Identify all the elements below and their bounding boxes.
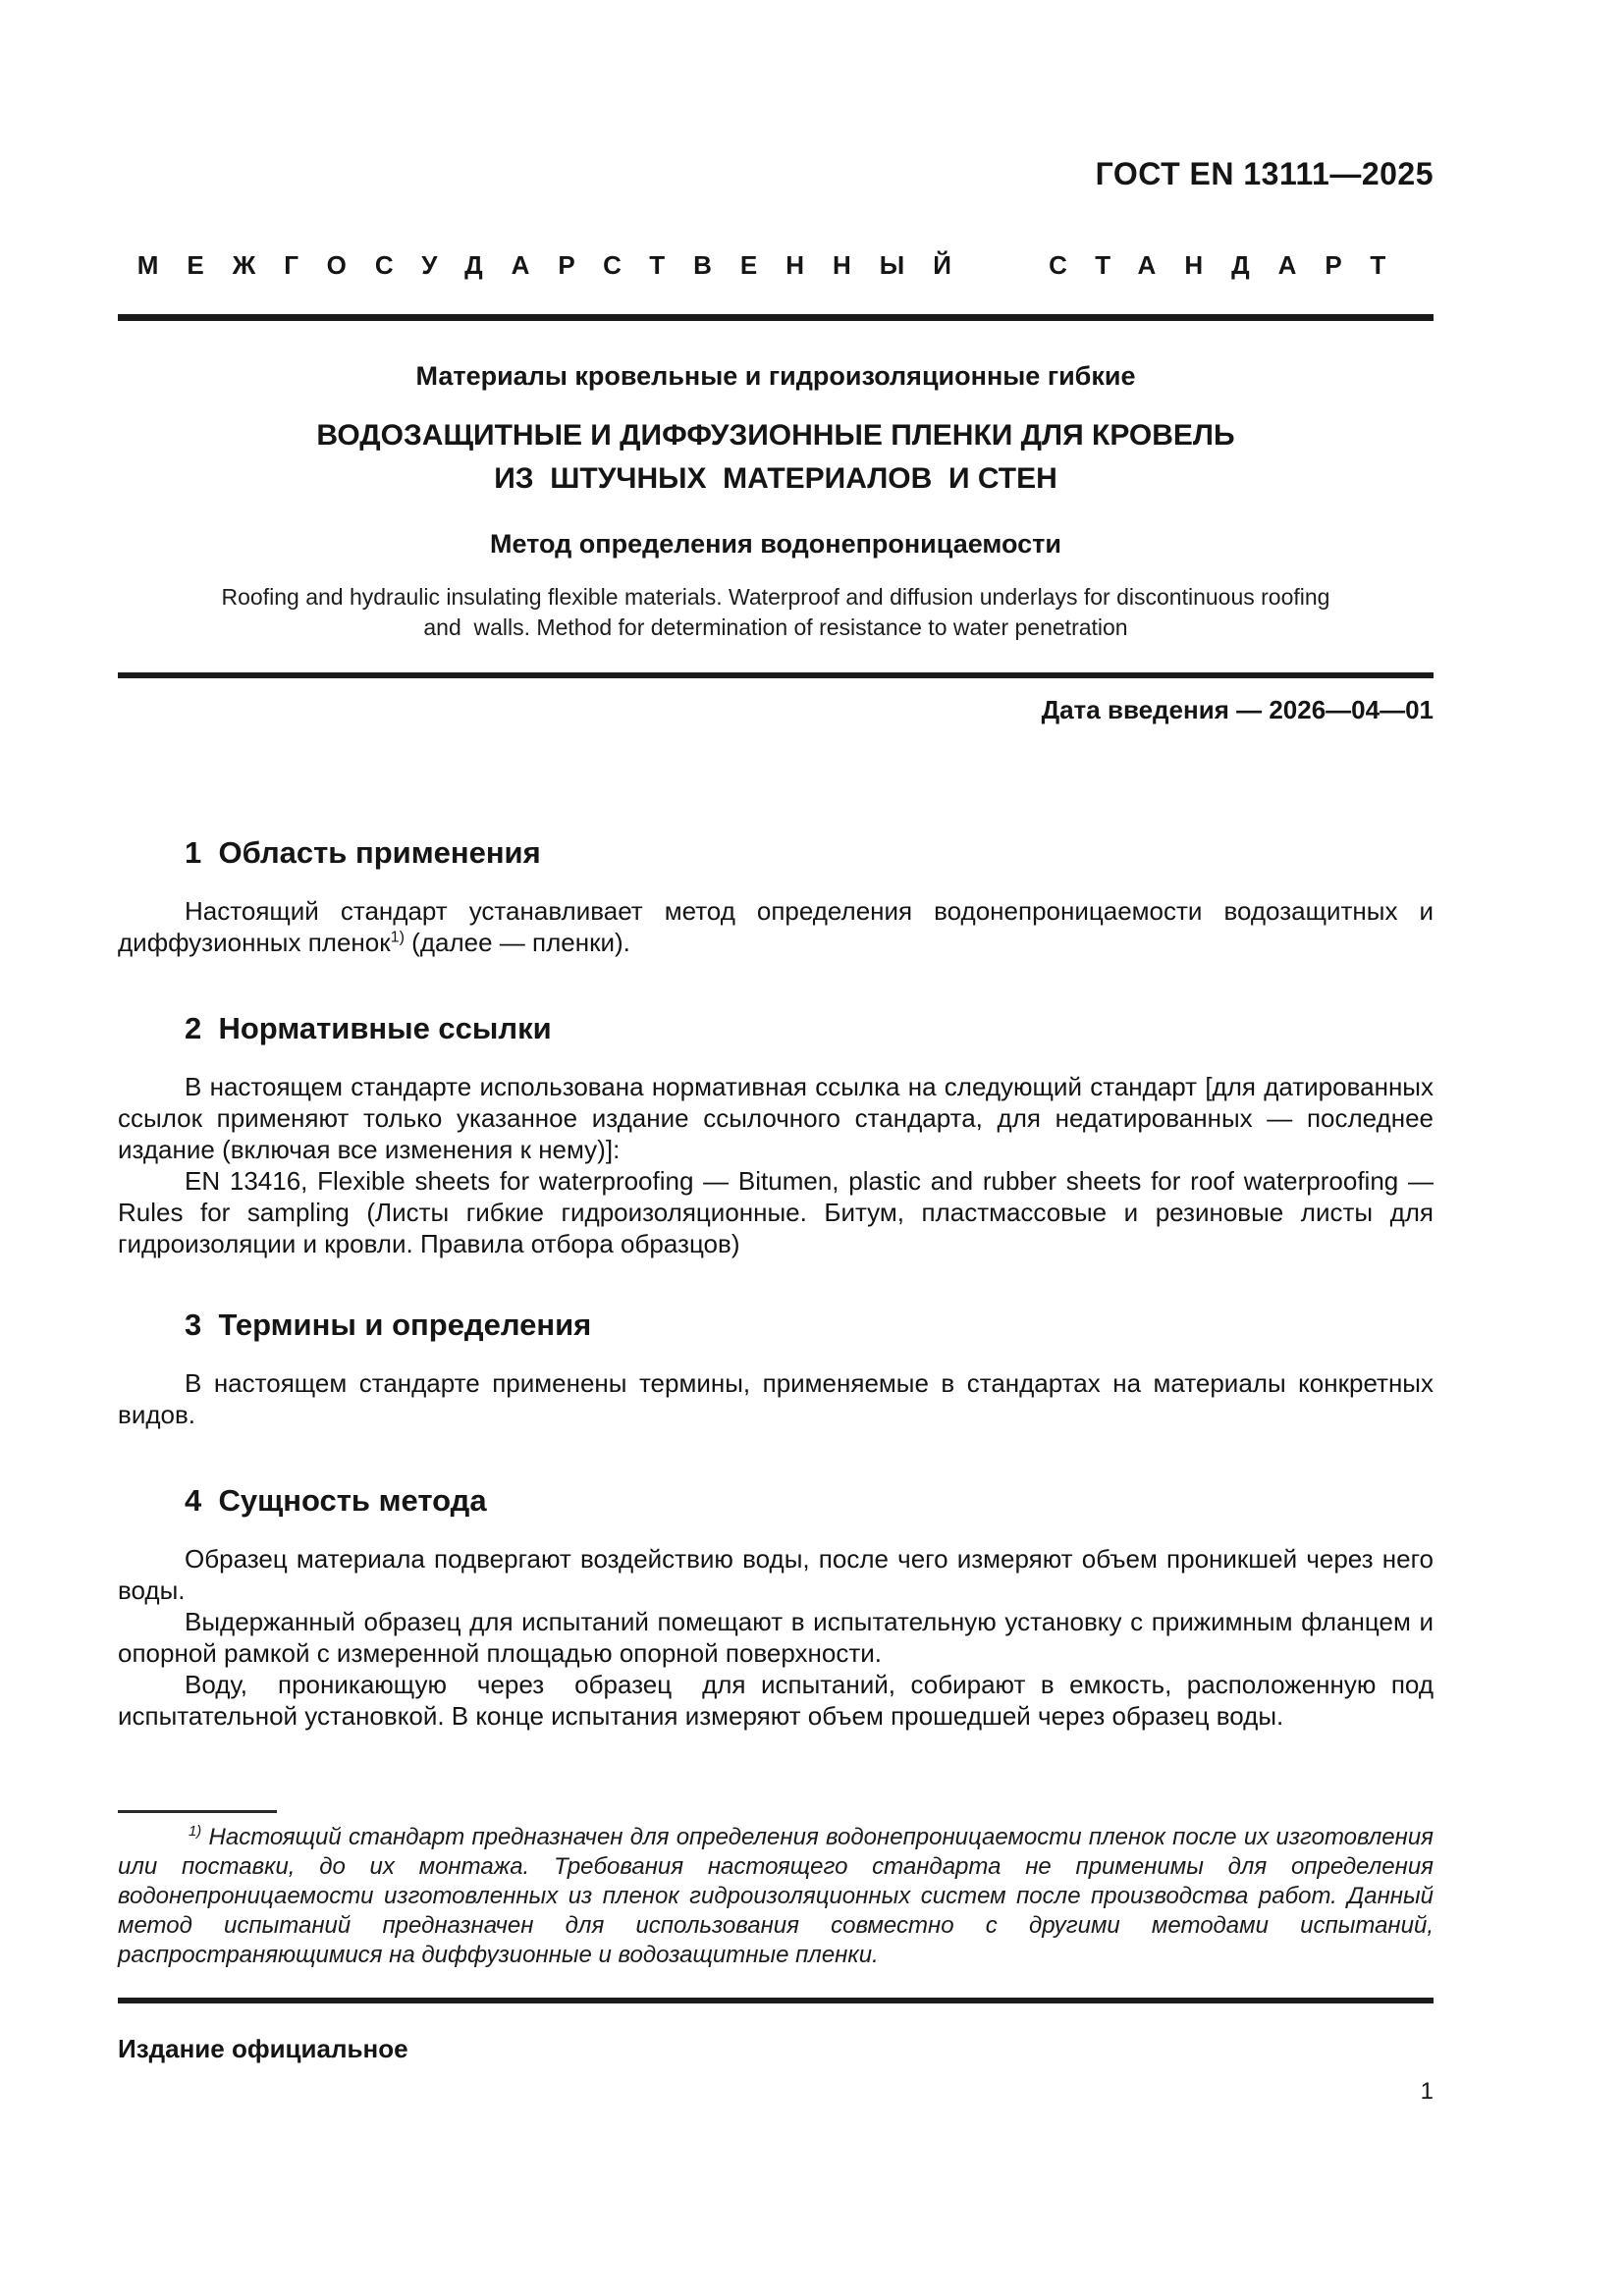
footnote-number: 1) — [189, 1824, 202, 1840]
page-number: 1 — [1420, 2078, 1434, 2105]
english-title-line-1: Roofing and hydraulic insulating flexible materials. Waterproof and diffusion underlays for discontinuous roofing — [221, 584, 1330, 610]
footer-rule — [118, 1998, 1434, 2003]
standard-type-banner: МЕЖГОСУДАРСТВЕННЫЙ СТАНДАРТ — [136, 250, 1415, 280]
english-title — [118, 582, 1434, 643]
section-2-paragraph-1: В настоящем стандарте использована нормативная ссылка на следующий стандарт [для датированных ссылок применяют только указанное издание ссылочного стандарта, для недатированных — последнее издание (включая все изменения к нему)]: — [118, 1072, 1434, 1164]
english-title-line-2: and walls. Method for determination of resistance to water penetration — [423, 614, 1128, 640]
section-2-heading: 2 Нормативные ссылки — [185, 1011, 552, 1045]
section-4-paragraph-2: Выдержанный образец для испытаний помещают в испытательную установку с прижимным фланцем и опорной рамкой с измеренной площадью опорной поверхности. — [118, 1607, 1434, 1668]
footnote-reference-mark: 1) — [390, 928, 405, 946]
section-1-heading: 1 Область применения — [185, 835, 541, 870]
effective-date: Дата введения — 2026—04—01 — [1041, 695, 1434, 724]
footnote-body: Настоящий стандарт предназначен для определения водонепроницаемости пленок после их изготовления или поставки, до их монтажа. Требования настоящего стандарта не применимы для определения водонепроницаемости изготовленных из пленок гидроизоляционных систем после производства работ. Данный метод испытаний предназначен для использования совместно с другими методами испытаний, распространяющимися на диффузионные и водозащитные пленки. — [118, 1824, 1434, 1968]
header-rule — [118, 314, 1434, 321]
section-3-heading: 3 Термины и определения — [185, 1308, 592, 1342]
title-rule — [118, 672, 1434, 678]
section-4-paragraph-3: Воду, проникающую через образец для испытаний, собирают в емкость, расположенную под испытательной установкой. В конце испытания измеряют объем прошедшей через образец воды. — [118, 1670, 1434, 1731]
footnote-separator — [118, 1810, 277, 1813]
section-1-paragraph-tail: (далее — пленки). — [404, 928, 630, 957]
section-4-heading: 4 Сущность метода — [185, 1483, 487, 1518]
section-3-paragraph: В настоящем стандарте применены термины, применяемые в стандартах на материалы конкретных видов. — [118, 1368, 1434, 1429]
method-subtitle: Метод определения водонепроницаемости — [490, 529, 1061, 559]
main-title-line-1: ВОДОЗАЩИТНЫЕ И ДИФФУЗИОННЫЕ ПЛЕНКИ ДЛЯ КРОВЕЛЬ — [316, 419, 1235, 452]
footnote-text — [118, 1823, 1434, 1970]
section-4-paragraph-1: Образец материала подвергают воздействию воды, после чего измеряют объем проникшей через него воды. — [118, 1544, 1434, 1605]
section-1-paragraph — [118, 895, 1434, 958]
main-title — [118, 414, 1434, 501]
doc-number: ГОСТ EN 13111—2025 — [1095, 156, 1434, 191]
subject-title: Материалы кровельные и гидроизоляционные гибкие — [415, 361, 1136, 391]
section-1-paragraph-text: Настоящий стандарт устанавливает метод определения водонепроницаемости водозащитных и диффузионных пленок — [118, 896, 1434, 957]
section-2-paragraph-2: EN 13416, Flexible sheets for waterproofing — Bitumen, plastic and rubber sheets for roof waterproofing — Rules for sampling (Листы гибкие гидроизоляционные. Битум, пластмассовые и резиновые листы для гидроизоляции и кровли. Правила отбора образцов) — [118, 1166, 1434, 1258]
main-title-line-2: ИЗ ШТУЧНЫХ МАТЕРИАЛОВ И СТЕН — [494, 462, 1057, 495]
edition-note: Издание официальное — [118, 2034, 408, 2063]
